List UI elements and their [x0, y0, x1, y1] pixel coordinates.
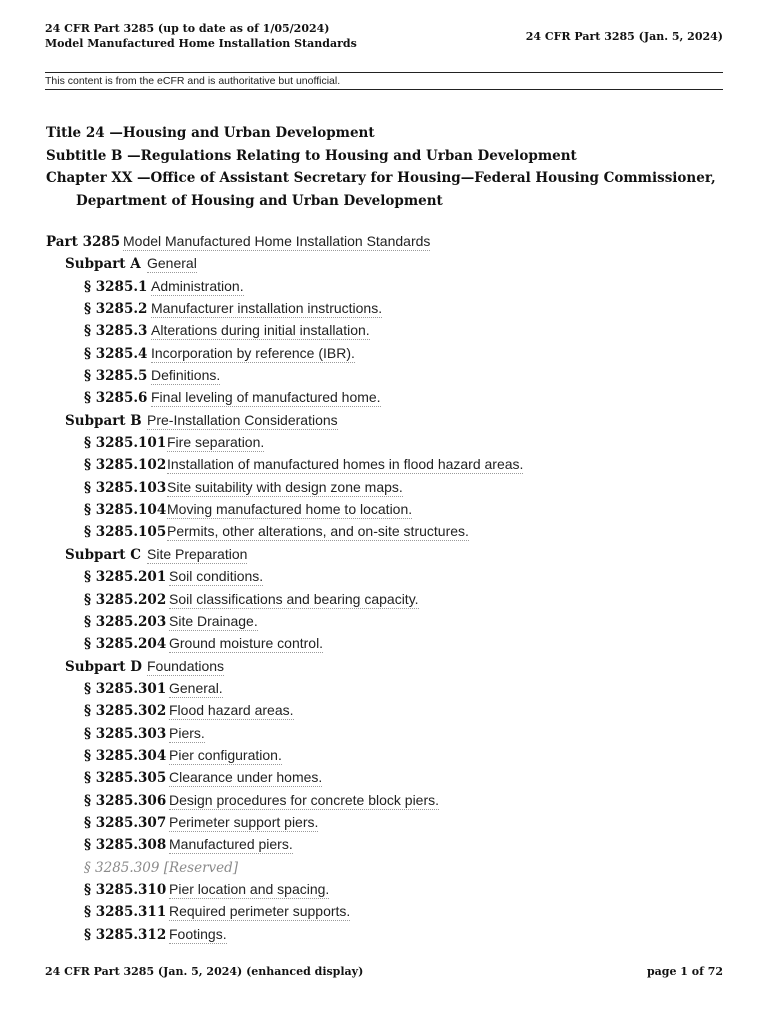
toc-subpart-title-link[interactable]: Foundations — [147, 657, 225, 674]
toc-section-entry[interactable] — [46, 588, 736, 610]
toc-section-label: § 3285.312 — [84, 926, 167, 943]
toc-section-label: § 3285.2 — [84, 301, 148, 318]
toc-section-label: § 3285.4 — [84, 345, 148, 362]
toc-subpart-label: Subpart A — [65, 256, 141, 273]
toc-part-entry[interactable] — [46, 230, 736, 252]
running-header-right: 24 CFR Part 3285 (Jan. 5, 2024) — [525, 30, 723, 43]
toc-section-entry[interactable] — [46, 833, 736, 855]
toc-section-label: § 3285.306 — [84, 792, 167, 809]
toc-subpart-entry[interactable] — [46, 252, 736, 274]
toc-section-entry[interactable] — [46, 811, 736, 833]
toc-section-label: § 3285.308 — [84, 837, 167, 854]
toc-section-title-link[interactable]: Piers. — [169, 724, 205, 741]
toc-section-title-link[interactable]: Manufactured piers. — [169, 836, 293, 853]
authority-notice: This content is from the eCFR and is authoritative but unofficial. — [45, 75, 341, 87]
toc-section-title-link[interactable]: Soil classifications and bearing capacity. — [169, 590, 419, 607]
toc-section-title-link[interactable]: Fire separation. — [167, 434, 265, 451]
running-footer-left: 24 CFR Part 3285 (Jan. 5, 2024) (enhanced display) — [45, 965, 364, 978]
toc-section-entry[interactable] — [46, 342, 736, 364]
toc-section-entry[interactable] — [46, 364, 736, 386]
toc-section-entry[interactable] — [46, 565, 736, 587]
toc-section-title-link[interactable]: Alterations during initial installation. — [151, 322, 370, 339]
toc-section-label: § 3285.301 — [84, 680, 167, 697]
header-citation: 24 CFR Part 3285 (up to date as of 1/05/2024) — [45, 22, 330, 35]
toc-section-entry[interactable] — [46, 923, 736, 945]
toc-section-entry[interactable] — [46, 722, 736, 744]
toc-section-label: § 3285.305 — [84, 770, 167, 787]
toc-section-title-link[interactable]: Clearance under homes. — [169, 769, 323, 786]
toc-section-title-link[interactable]: Moving manufactured home to location. — [167, 501, 413, 518]
toc-section-title-link[interactable]: Administration. — [151, 277, 244, 294]
header-part-name: Model Manufactured Home Installation Standards — [45, 37, 357, 50]
toc-subpart-title-link[interactable]: Pre-Installation Considerations — [147, 411, 338, 428]
toc-section-title-link[interactable]: Perimeter support piers. — [169, 813, 319, 830]
toc-section-label: § 3285.204 — [84, 636, 167, 653]
toc-section-entry[interactable] — [46, 275, 736, 297]
toc-section-label: § 3285.3 — [84, 323, 148, 340]
hierarchy-heading — [46, 122, 726, 212]
toc-section-title-link[interactable]: Definitions. — [151, 367, 221, 384]
toc-section-label: § 3285.203 — [84, 613, 167, 630]
toc-section-entry[interactable] — [46, 319, 736, 341]
toc-subpart-entry[interactable] — [46, 655, 736, 677]
toc-section-title-link[interactable]: Soil conditions. — [169, 568, 264, 585]
toc-section-entry[interactable] — [46, 699, 736, 721]
toc-subpart-label: Subpart D — [65, 658, 142, 675]
page-number: page 1 of 72 — [646, 965, 723, 978]
toc-section-title-link[interactable]: Installation of manufactured homes in flood hazard areas. — [167, 456, 524, 473]
chapter-line-continued: Department of Housing and Urban Development — [76, 192, 443, 209]
toc-section-title-link[interactable]: Required perimeter supports. — [169, 903, 351, 920]
toc-section-label: § 3285.202 — [84, 591, 167, 608]
toc-subpart-title-link[interactable]: General — [147, 255, 197, 272]
toc-section-label: § 3285.102 — [84, 457, 167, 474]
toc-section-title-link[interactable]: General. — [169, 679, 223, 696]
toc-section-label: § 3285.310 — [84, 881, 167, 898]
toc-section-label: § 3285.302 — [84, 703, 167, 720]
toc-section-label: § 3285.5 — [84, 368, 148, 385]
toc-section-entry[interactable] — [46, 677, 736, 699]
toc-section-entry[interactable] — [46, 878, 736, 900]
toc-section-entry[interactable] — [46, 476, 736, 498]
toc-section-title-link[interactable]: Ground moisture control. — [169, 635, 324, 652]
chapter-line: Chapter XX —Office of Assistant Secretary for Housing—Federal Housing Commissioner, — [46, 170, 716, 186]
toc-section-entry[interactable] — [46, 453, 736, 475]
toc-section-label: § 3285.307 — [84, 814, 167, 831]
toc-section-title-link[interactable]: Final leveling of manufactured home. — [151, 389, 381, 406]
subtitle-line: Subtitle B —Regulations Relating to Housing and Urban Development — [46, 147, 577, 164]
toc-section-label: § 3285.6 — [84, 390, 148, 407]
title-line: Title 24 —Housing and Urban Development — [46, 125, 375, 141]
toc-section-title-link[interactable]: Site suitability with design zone maps. — [167, 478, 403, 495]
toc-section-title-link[interactable]: Design procedures for concrete block piers. — [169, 791, 440, 808]
toc-section-title-link[interactable]: Footings. — [169, 925, 227, 942]
toc-section-title-link[interactable]: Permits, other alterations, and on-site structures. — [167, 523, 469, 540]
header-rule-bottom — [45, 89, 723, 90]
toc-section-reserved — [46, 856, 736, 878]
toc-section-label: § 3285.311 — [84, 904, 167, 921]
toc-section-entry[interactable] — [46, 789, 736, 811]
toc-section-entry[interactable] — [46, 632, 736, 654]
toc-section-entry[interactable] — [46, 520, 736, 542]
toc-section-entry[interactable] — [46, 431, 736, 453]
toc-section-title-link[interactable]: Pier location and spacing. — [169, 880, 330, 897]
toc-subpart-entry[interactable] — [46, 409, 736, 431]
toc-section-entry[interactable] — [46, 386, 736, 408]
toc-subpart-label: Subpart B — [65, 412, 142, 429]
toc-part-label: Part 3285 — [46, 234, 121, 250]
toc-section-label: § 3285.303 — [84, 725, 167, 742]
toc-section-title-link[interactable]: Pier configuration. — [169, 746, 282, 763]
toc-section-label: § 3285.201 — [84, 569, 167, 586]
toc-section-title-link[interactable]: Flood hazard areas. — [169, 702, 294, 719]
toc-section-entry[interactable] — [46, 900, 736, 922]
toc-part-title-link[interactable]: Model Manufactured Home Installation Standards — [123, 233, 431, 249]
toc-section-title-link[interactable]: Site Drainage. — [169, 612, 258, 629]
toc-subpart-label: Subpart C — [65, 546, 141, 563]
header-rule-top — [45, 72, 723, 73]
toc-section-label: § 3285.1 — [84, 278, 148, 295]
toc-section-entry[interactable] — [46, 498, 736, 520]
toc-subpart-entry[interactable] — [46, 543, 736, 565]
toc-section-entry[interactable] — [46, 297, 736, 319]
toc-section-entry[interactable] — [46, 610, 736, 632]
toc-section-title-link[interactable]: Incorporation by reference (IBR). — [151, 344, 355, 361]
toc-section-label: § 3285.309 [Reserved] — [84, 859, 239, 876]
toc-section-entry[interactable] — [46, 744, 736, 766]
toc-section-label: § 3285.105 — [84, 524, 167, 541]
toc-section-label: § 3285.104 — [84, 502, 167, 519]
toc-section-entry[interactable] — [46, 766, 736, 788]
table-of-contents — [46, 230, 736, 945]
toc-section-title-link[interactable]: Manufacturer installation instructions. — [151, 300, 383, 317]
toc-section-label: § 3285.304 — [84, 747, 167, 764]
toc-section-label: § 3285.101 — [84, 435, 167, 452]
toc-section-label: § 3285.103 — [84, 479, 167, 496]
running-header-left — [45, 21, 357, 51]
toc-subpart-title-link[interactable]: Site Preparation — [147, 545, 248, 562]
